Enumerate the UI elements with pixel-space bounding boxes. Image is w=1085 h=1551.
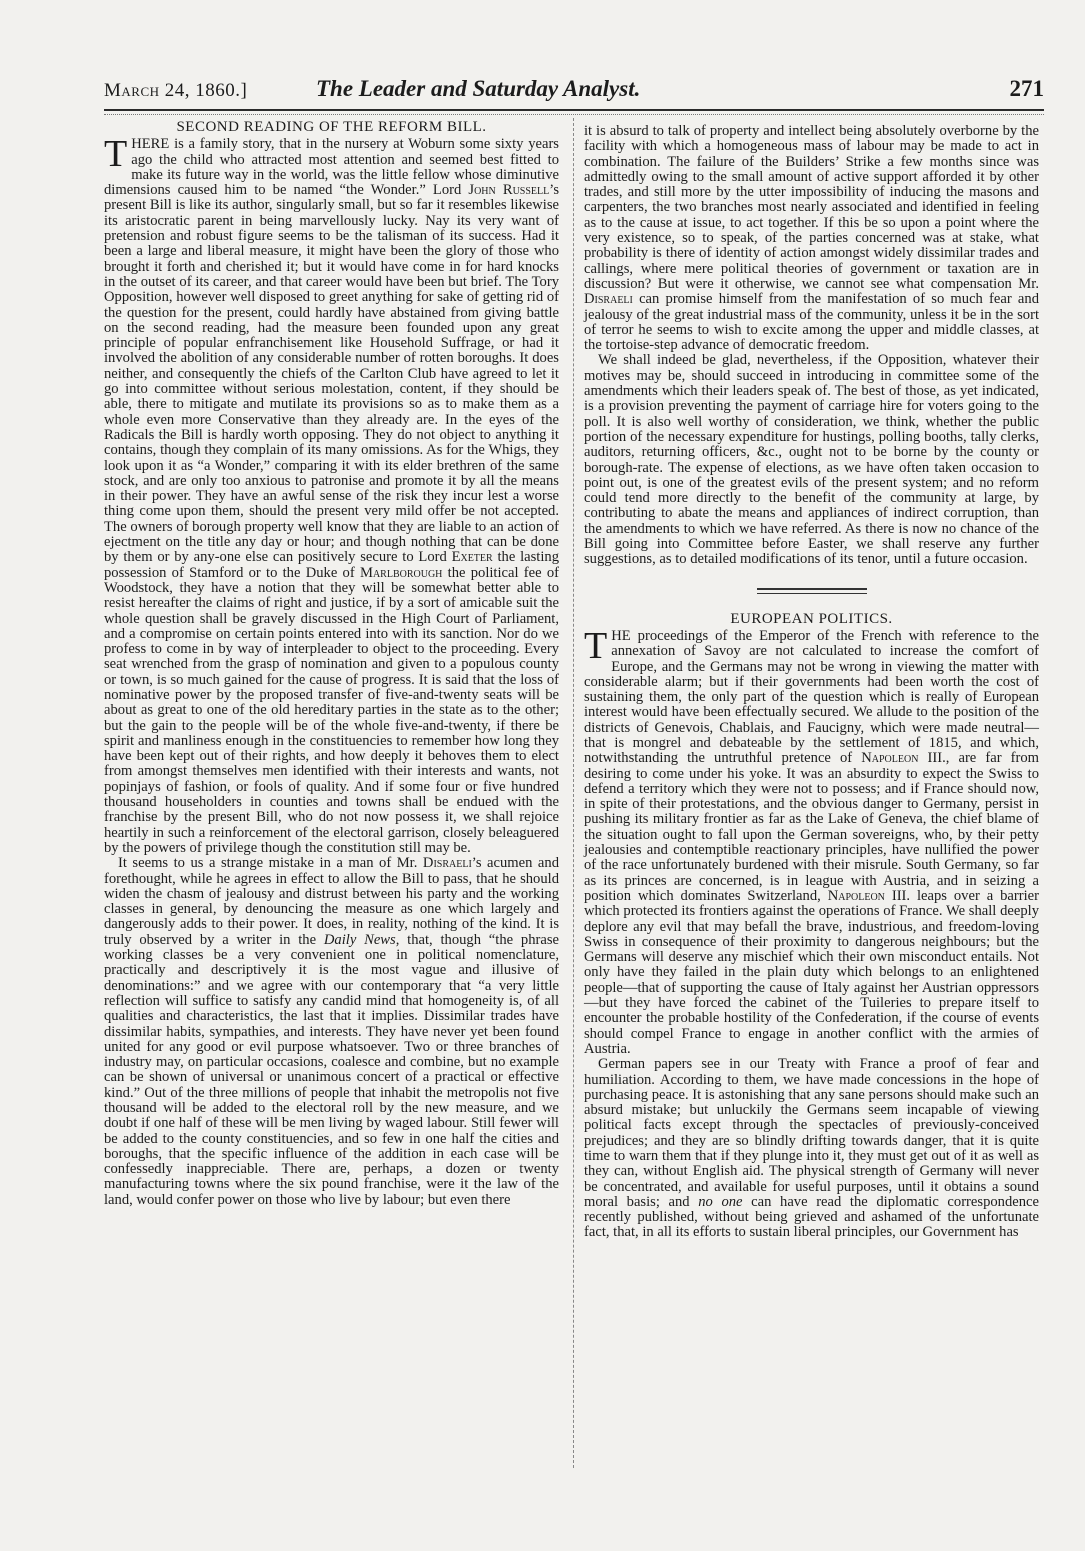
header-rule-dotted: [104, 114, 1044, 115]
article-paragraph: It seems to us a strange mistake in a man of Mr. Disraeli’s acumen and forethought, while he agrees in effect to allow the Bill to pass, that he should widen the chasm of jealousy and distrust between his party and the working classes in general, by denouncing the measure as one which largely and dangerously adds to their power. It does, in reality, nothing of the kind. It is truly observed by a writer in the Daily News, that, though “the phrase working classes be a very convenient one in political nomenclature, practically and descriptively it is the most vague and illusive of denominations:” and we agree with our contemporary that “a very little reflection will suffice to satisfy any candid mind that homogeneity is, of all qualities and characteristics, the last that it implies. Dissimilar trades have dissimilar habits, sympathies, and interests. They have never yet been found united for any good or evil purpose whatsoever. Two or three branches of industry may, on particular occasions, coalesce and combine, but no example can be shown of universal or unanimous concert of a practical or effective kind.” Out of the three millions of people that inhabit the metropolis not five thousand will be added to the electoral roll by the new measure, and we doubt if one half of these will be men living by waged labour. Still fewer will be added to the county constituencies, and so few in one half the cities and boroughs, that the specific influence of the addition in each case will be confessedly inappreciable. There are, perhaps, a dozen or twenty manufacturing towns where the six pound franchise, were it the law of the land, would confer power on those who live by labour; but even there: [104, 855, 559, 1208]
article-paragraph: We shall indeed be glad, nevertheless, if the Opposition, whatever their motives may be, should succeed in introducing in committee some of the amendments which their leaders speak of. The best of those, as yet indicated, is a provision preventing the payment of carriage hire for voters going to the poll. It is also well worthy of consideration, we think, whether the public portion of the necessary expenditure for hustings, polling booths, tally clerks, auditors, returning officers, &c., ought not to be borne by the county or borough-rate. The expense of elections, as we have often taken occasion to point out, is one of the greatest evils of the present system; and no reform could tend more directly to the benefit of the community at large, by contributing to abate the means and appliances of indirect corruption, than the amendments to which we have referred. As there is now no chance of the Bill going into Committee before Easter, we shall reserve any further suggestions, as to detailed modifications of its tenor, until a future occasion.: [584, 352, 1039, 568]
publication-name: Daily News: [323, 931, 396, 948]
person-name: Napoleon: [827, 887, 885, 904]
masthead: [104, 76, 1044, 106]
drop-cap: T: [584, 624, 608, 667]
column-divider: [573, 118, 574, 1468]
article-heading-reform-bill: SECOND READING OF THE REFORM BILL.: [176, 119, 487, 135]
person-name: Disraeli: [584, 291, 633, 308]
person-name: Marlborough: [359, 564, 443, 581]
column-right: [584, 124, 1039, 1241]
article-separator: [757, 588, 867, 594]
article-paragraph: German papers see in our Treaty with France a proof of fear and humiliation. According to them, we have made concessions in the hope of purchasing peace. It is astonishing that any sane persons should make such an absurd mistake; but unluckily the Germans seem incapable of viewing political facts except through the spectacles of previously-conceived prejudices; and they are so blindly drifting towards danger, that it is quite time to warn them that if they plunge into it, they must get out of it as well as they can, without English aid. The physical strength of Germany will never be concentrated, and available for useful purposes, until it obtains a sound moral basis; and no one can have read the diplomatic correspondence recently published, without being grieved and ashamed of the unfortunate fact, that, in all its efforts to sustain liberal principles, our Government has: [584, 1056, 1039, 1241]
person-name: John Russell: [468, 182, 550, 199]
publication-title: The Leader and Saturday Analyst.: [316, 76, 641, 101]
person-name: Exeter: [451, 549, 493, 566]
header-rule: [104, 109, 1044, 111]
person-name: Napoleon: [861, 750, 919, 767]
article-paragraph: THE proceedings of the Emperor of the French with reference to the annexation of Savoy are not calculated to increase the comfort of Europe, and the Germans may not be wrong in viewing the matter with considerable alarm; but if their governments had been worth the cost of sustaining them, the only part of the question which is really of European interest would have been effectually secured. We allude to the position of the districts of Genevois, Chablais, and Faucigny, which were made neutral—that is mongrel and debateable by the settlement of 1815, and which, notwithstanding the untruthful pretence of Napoleon III., are far from desiring to come under his yoke. It was an absurdity to expect the Swiss to defend a territory which they were not to possess; and if France should now, in spite of their protestations, and the obvious danger to Germany, persist in pushing its military frontier as far as the Lake of Geneva, the chief blame of the situation ought to fall upon the German sovereigns, who, by their petty jealousies and contemptible reactionary principles, have nullified the power of the race unfortunately burdened with their misrule. South Germany, so far as its princes are concerned, is in league with Austria, and in seizing a position which dominates Switzerland, Napoleon III. leaps over a barrier which protected its frontiers against the operations of France. We shall deeply deplore any evil that may befall the brave, industrious, and freedom-loving Swiss in consequence of their proximity to dangerous neighbours; but the Germans will deserve any mischief which their own misconduct entails. Not only have they failed in the plain duty which belongs to an enlightened people—that of supporting the cause of Italy against her Austrian oppressors—but they have forced the cabinet of the Tuileries to prepare itself to encounter the probable hostility of the Confederation, if the course of events should compel France to engage in another conflict with the armies of Austria.: [584, 624, 1040, 1057]
article-paragraph-continued: it is absurd to talk of property and intellect being absolutely overborne by the facility with which a homogeneous mass of labour may be made to act in combination. The failure of the Builders’ Strike a few months since was admittedly owing to the small amount of active support afforded it by other trades, and still more by the utter impossibility of inducing the masons and carpenters, the two branches most nearly associated and identified in feeling as to the cause at issue, to act together. If this be so upon a point where the very existence, so to speak, of the parties concerned was at stake, what probability is there of identity of action amongst widely dissimilar trades and callings, where mere political theories of government or taxation are in discussion? But were it otherwise, we cannot see what compensation Mr. Disraeli can promise himself from the manifestation of so much fear and jealousy of the great industrial mass of the community, unless it be in the sort of terror he seems to wish to excite among the upper and middle classes, at the tortoise-step advance of democratic freedom.: [584, 123, 1039, 354]
person-name: Disraeli: [422, 855, 472, 872]
drop-cap: T: [104, 133, 128, 176]
article-paragraph: THERE is a family story, that in the nursery at Woburn some sixty years ago the child who attracted most attention and seemed best fitted to make its future way in the world, was the little fellow whose diminutive dimensions caused him to be named “the Wonder.” Lord John Russell’s present Bill is like its author, singularly small, but so far it resembles likewise its aristocratic parent in being marvellously lucky. Nay its very want of pretension and robust figure seems to be the talisman of its success. Had it been a large and liberal measure, it might have been the glory of those who brought it forth and cherished it; but it would have come in for hard knocks in the outset of its career, and that career would have been but brief. The Tory Opposition, however well disposed to greet anything for sake of getting rid of the question for the present, could hardly have abstained from giving battle on the second reading, had the measure been founded upon any great principle of popular enfranchisement like Household Suffrage, or had it involved the abolition of any considerable number of rotten boroughs. It does neither, and consequently the chiefs of the Carlton Club have agreed to let it go into committee without serious molestation, content, if they should be able, there to mitigate and mutilate its provisions so as to make them as a whole even more Conservative than they already are. In the eyes of the Radicals the Bill is hardly worth opposing. They do not object to anything it contains, though they complain of its many omissions. As for the Whigs, they look upon it as “a Wonder,” comparing it with its elder brethren of the same stock, and are only too anxious to patronise and promote it by all the means in their power. They have an awful sense of the risk they incur lest a worse thing come upon them, should the present very mild offer be not accepted. The owners of borough property well know that they are liable to an action of ejectment on the title any day or hour; and though nothing that can be done by them or by any-one else can positively secure to Lord Exeter the lasting possession of Stamford or to the Duke of Marlborough the political fee of Woodstock, they have a notion that they will be somewhat better able to resist hereafter the claims of right and justice, if by a sort of amicable suit the whole question shall be gravely discussed in the High Court of Parliament, and a compromise on certain points entered into with its sanction. Nor do we profess to come in by way of interpleader to object to the proceeding. Every seat wrenched from the grasp of nomination and given to a populous county or town, is so much gained for the cause of progress. It is said that the loss of nominative power by the proposed transfer of five-and-twenty seats will be about as great to one of the old hereditary parties in the state as to the other; but the gain to the people will be of the whole five-and-twenty, if there be spirit and manliness enough in the constituencies to remember how long they have been kept out of their rights, and how deeply it behoves them to elect from amongst themselves men identified with their interests and wants, not popinjays of fashion, or fools of quality. And if some four or five hundred thousand householders in counties and towns shall be endued with the franchise by the present Bill, who do not now possess it, we shall rejoice heartily in such a reinforcement of the electoral garrison, closely beleaguered by the powers of privilege though the constitution still may be.: [104, 133, 560, 856]
issue-date: March 24, 1860.]: [104, 80, 248, 101]
article-heading-european-politics: EUROPEAN POLITICS.: [730, 610, 893, 627]
column-left: [104, 120, 559, 1208]
page-number: 271: [1009, 76, 1044, 101]
emphasis: no one: [698, 1193, 743, 1210]
